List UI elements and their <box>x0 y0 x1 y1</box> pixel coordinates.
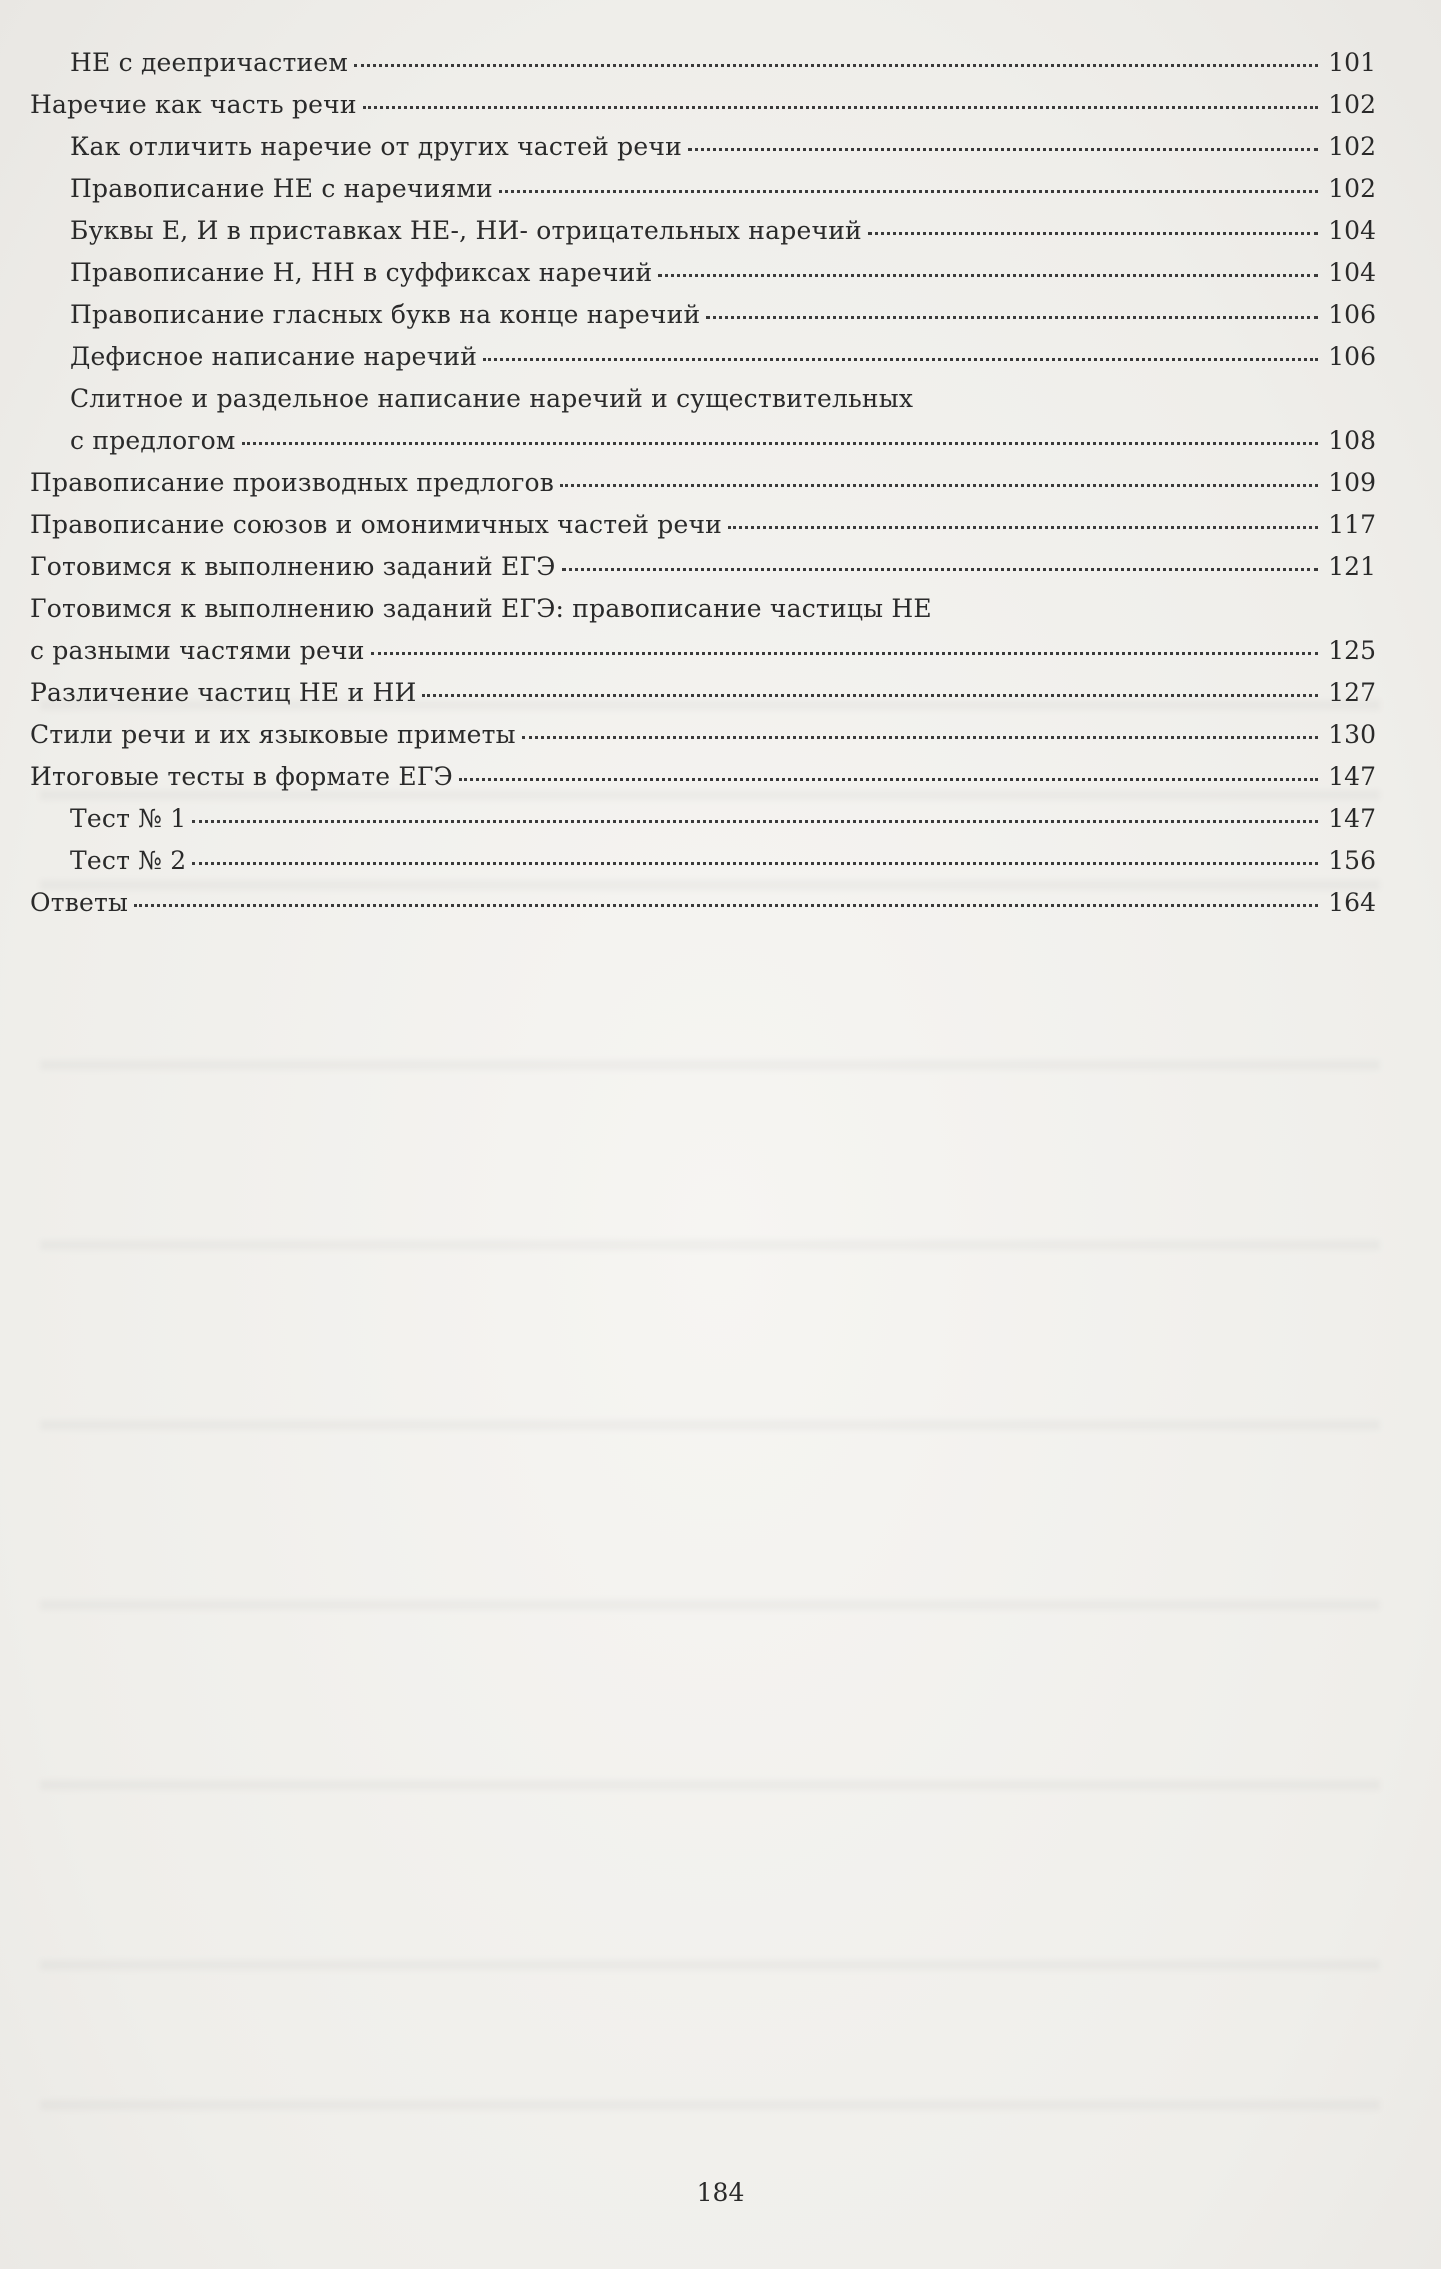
toc-entry-title: Тест № 2 <box>70 846 187 875</box>
toc-entry-title: Как отличить наречие от других частей речи <box>70 132 682 161</box>
toc-entry-title: с предлогом <box>70 426 236 455</box>
toc-entry-page-number: 117 <box>1328 510 1376 539</box>
toc-entry-page-number: 125 <box>1328 636 1376 665</box>
toc-entry-page-number: 147 <box>1328 762 1376 791</box>
toc-entry[interactable] <box>30 798 1376 840</box>
toc-entry[interactable] <box>30 504 1376 546</box>
toc-entry-page-number: 106 <box>1328 342 1376 371</box>
toc-entry-title: Правописание союзов и омонимичных частей речи <box>30 510 723 539</box>
toc-entry-line <box>70 294 1376 336</box>
toc-entry-line <box>30 714 1376 756</box>
dot-leader <box>371 637 1318 657</box>
toc-entry[interactable] <box>30 462 1376 504</box>
toc-entry[interactable] <box>30 882 1376 924</box>
toc-entry-line <box>70 378 1376 420</box>
toc-entry-page-number: 164 <box>1328 888 1376 917</box>
toc-entry-title: Различение частиц НЕ и НИ <box>30 678 417 707</box>
toc-entry-page-number: 130 <box>1328 720 1376 749</box>
dot-leader <box>242 427 1318 447</box>
toc-entry-page-number: 109 <box>1328 468 1376 497</box>
dot-leader <box>363 91 1318 111</box>
dot-leader <box>192 805 1318 825</box>
toc-entry-line <box>30 588 1376 630</box>
dot-leader <box>562 553 1318 573</box>
toc-entry-line <box>30 504 1376 546</box>
toc-entry[interactable] <box>30 168 1376 210</box>
toc-entry-page-number: 101 <box>1328 48 1376 77</box>
dot-leader <box>560 469 1318 489</box>
toc-entry-title: Правописание НЕ с наречиями <box>70 174 493 203</box>
toc-entry[interactable] <box>30 294 1376 336</box>
bleed-through-line <box>40 2100 1380 2110</box>
dot-leader <box>354 49 1318 69</box>
dot-leader <box>459 763 1318 783</box>
toc-entry-page-number: 106 <box>1328 300 1376 329</box>
toc-entry-title: с разными частями речи <box>30 636 365 665</box>
toc-entry-line <box>70 798 1376 840</box>
toc-entry-page-number: 156 <box>1328 846 1376 875</box>
toc-entry-page-number: 127 <box>1328 678 1376 707</box>
bleed-through-line <box>40 1420 1380 1430</box>
toc-entry[interactable] <box>30 588 1376 672</box>
dot-leader <box>688 133 1318 153</box>
dot-leader <box>483 343 1318 363</box>
page-number: 184 <box>696 2178 745 2207</box>
toc-entry-line <box>30 672 1376 714</box>
bleed-through-line <box>40 1960 1380 1970</box>
toc-entry[interactable] <box>30 840 1376 882</box>
toc-entry-line <box>70 168 1376 210</box>
toc-entry-page-number: 104 <box>1328 258 1376 287</box>
table-of-contents <box>30 42 1376 924</box>
toc-entry-title: Итоговые тесты в формате ЕГЭ <box>30 762 453 791</box>
toc-entry-title: Готовимся к выполнению заданий ЕГЭ: правописание частицы НЕ <box>30 594 932 623</box>
bleed-through-line <box>40 1060 1380 1070</box>
toc-entry[interactable] <box>30 336 1376 378</box>
toc-entry[interactable] <box>30 672 1376 714</box>
toc-entry[interactable] <box>30 126 1376 168</box>
toc-entry[interactable] <box>30 42 1376 84</box>
dot-leader <box>522 721 1318 741</box>
toc-entry[interactable] <box>30 84 1376 126</box>
toc-entry-line <box>70 210 1376 252</box>
dot-leader <box>134 889 1318 909</box>
toc-entry[interactable] <box>30 546 1376 588</box>
toc-entry-page-number: 102 <box>1328 174 1376 203</box>
toc-entry-line <box>70 336 1376 378</box>
dot-leader <box>422 679 1318 699</box>
toc-entry-line <box>30 882 1376 924</box>
toc-entry-page-number: 102 <box>1328 90 1376 119</box>
toc-entry-title: НЕ с деепричастием <box>70 48 349 77</box>
toc-entry-page-number: 108 <box>1328 426 1376 455</box>
dot-leader <box>868 217 1318 237</box>
toc-entry-title: Готовимся к выполнению заданий ЕГЭ <box>30 552 556 581</box>
dot-leader <box>658 259 1318 279</box>
toc-entry-line <box>70 840 1376 882</box>
dot-leader <box>728 511 1318 531</box>
toc-entry-title: Правописание гласных букв на конце наречий <box>70 300 701 329</box>
toc-entry-title: Стили речи и их языковые приметы <box>30 720 516 749</box>
toc-entry-title: Буквы Е, И в приставках НЕ-, НИ- отрицательных наречий <box>70 216 862 245</box>
toc-entry[interactable] <box>30 210 1376 252</box>
toc-entry[interactable] <box>30 252 1376 294</box>
dot-leader <box>192 847 1318 867</box>
toc-entry[interactable] <box>30 756 1376 798</box>
toc-entry-page-number: 121 <box>1328 552 1376 581</box>
toc-entry-title: Наречие как часть речи <box>30 90 357 119</box>
toc-entry-line <box>70 252 1376 294</box>
toc-entry-title: Ответы <box>30 888 129 917</box>
toc-entry-line <box>70 420 1376 462</box>
bleed-through-line <box>40 1600 1380 1610</box>
toc-entry-title: Правописание Н, НН в суффиксах наречий <box>70 258 653 287</box>
toc-entry-line <box>30 756 1376 798</box>
toc-entry-title: Слитное и раздельное написание наречий и существительных <box>70 384 914 413</box>
toc-entry-line <box>30 630 1376 672</box>
bleed-through-line <box>40 1240 1380 1250</box>
toc-entry-page-number: 147 <box>1328 804 1376 833</box>
toc-entry-page-number: 104 <box>1328 216 1376 245</box>
toc-entry-line <box>70 126 1376 168</box>
toc-entry-title: Правописание производных предлогов <box>30 468 555 497</box>
bleed-through-line <box>40 1780 1380 1790</box>
dot-leader <box>499 175 1318 195</box>
toc-entry-line <box>30 546 1376 588</box>
dot-leader <box>706 301 1318 321</box>
toc-entry-title: Тест № 1 <box>70 804 187 833</box>
toc-entry-line <box>30 84 1376 126</box>
toc-entry[interactable] <box>30 714 1376 756</box>
toc-entry[interactable] <box>30 378 1376 462</box>
toc-entry-title: Дефисное написание наречий <box>70 342 478 371</box>
toc-entry-page-number: 102 <box>1328 132 1376 161</box>
toc-entry-line <box>70 42 1376 84</box>
toc-entry-line <box>30 462 1376 504</box>
